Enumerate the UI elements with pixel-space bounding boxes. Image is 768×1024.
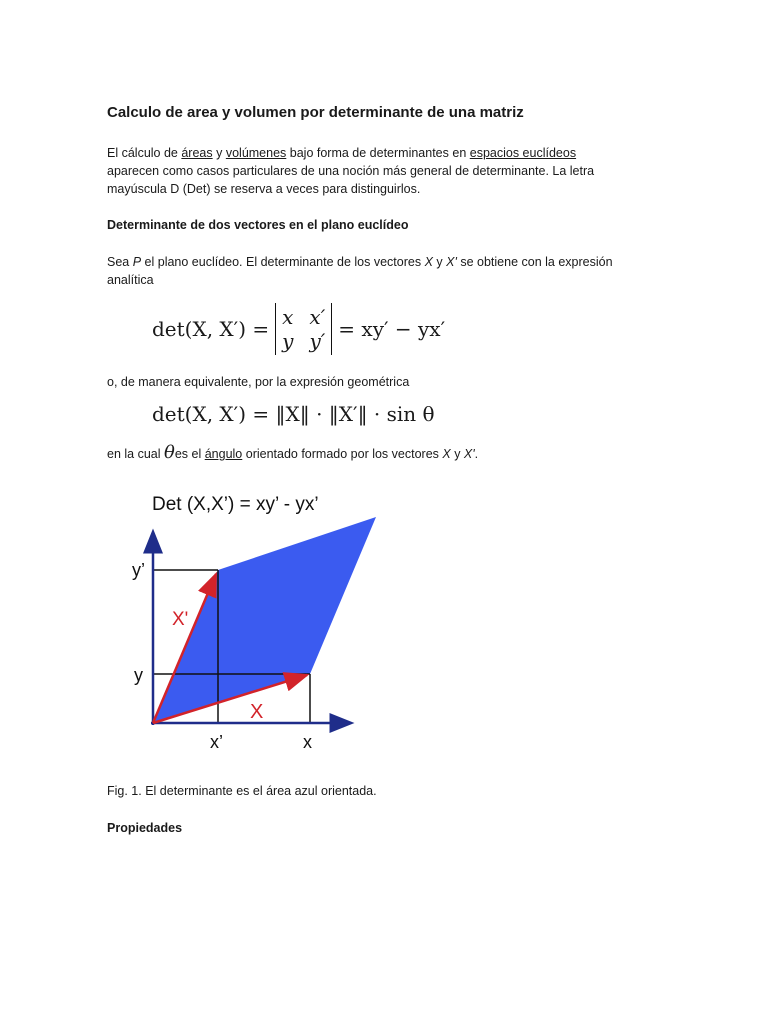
symbol-X: X — [424, 255, 433, 269]
equation-analytic — [152, 303, 445, 355]
label-xp: x’ — [210, 732, 223, 752]
eq1-rhs: = xy′ − yx′ — [338, 317, 446, 341]
eq1-lhs: det(X, X′) = — [152, 317, 270, 341]
figure-title: Det (X,X’) = xy’ - yx’ — [152, 494, 319, 515]
cual-text: . — [474, 447, 479, 461]
label-yp: y’ — [132, 560, 145, 580]
equiv-paragraph: o, de manera equivalente, por la expresión geométrica — [107, 375, 410, 389]
label-x: x — [303, 732, 312, 752]
symbol-Xp: X' — [446, 255, 457, 269]
figure-caption: Fig. 1. El determinante es el área azul orientada. — [107, 784, 377, 798]
intro-text: bajo forma de determinantes en — [286, 146, 470, 160]
intro-text: El cálculo de — [107, 146, 182, 160]
intro-text: aparecen como casos particulares de una noción más general de determinante. La letra — [107, 164, 595, 178]
sea-paragraph — [107, 253, 667, 289]
matrix-cell: y′ — [309, 329, 326, 353]
label-vector-Xp: X' — [172, 609, 189, 630]
cual-text: es el — [174, 447, 205, 461]
determinant-matrix — [275, 303, 332, 355]
document-title: Calculo de area y volumen por determinante de una matriz — [107, 104, 524, 121]
link-volumenes[interactable]: volúmenes — [225, 146, 287, 160]
intro-text: y — [212, 146, 226, 160]
cual-text: orientado formado por los vectores — [242, 447, 443, 461]
sea-text: y — [432, 255, 447, 269]
matrix-cell: y — [282, 329, 294, 353]
intro-text: mayúscula D (Det) se reserva a veces para distinguirlos. — [107, 182, 421, 196]
matrix-cell: x′ — [309, 305, 326, 329]
section-heading-propiedades: Propiedades — [107, 821, 183, 835]
symbol-P: P — [132, 255, 142, 269]
symbol-theta: θ — [163, 442, 175, 463]
sea-text: Sea — [107, 255, 133, 269]
link-areas[interactable]: áreas — [181, 146, 213, 160]
cual-text: y — [450, 447, 464, 461]
section-heading-determinante: Determinante de dos vectores en el plano euclídeo — [107, 218, 409, 232]
label-vector-X: X — [250, 701, 264, 723]
label-y: y — [134, 665, 143, 685]
determinant-figure — [110, 483, 390, 758]
sea-text: el plano euclídeo. El determinante de los vectores — [141, 255, 425, 269]
sea-text: se obtiene con la expresión — [456, 255, 613, 269]
symbol-X: X — [442, 447, 451, 461]
matrix-cell: x — [282, 305, 294, 329]
link-angulo[interactable]: ángulo — [204, 447, 243, 461]
symbol-Xp: X' — [463, 447, 475, 461]
sea-text: analítica — [107, 273, 154, 287]
equation-geometric: det(X, X′) = ‖X‖ · ‖X′‖ · sin θ — [152, 402, 435, 426]
intro-paragraph — [107, 144, 667, 198]
cual-text: en la cual — [107, 447, 164, 461]
cual-paragraph — [107, 444, 667, 463]
link-espacios-euclideos[interactable]: espacios euclídeos — [469, 146, 577, 160]
